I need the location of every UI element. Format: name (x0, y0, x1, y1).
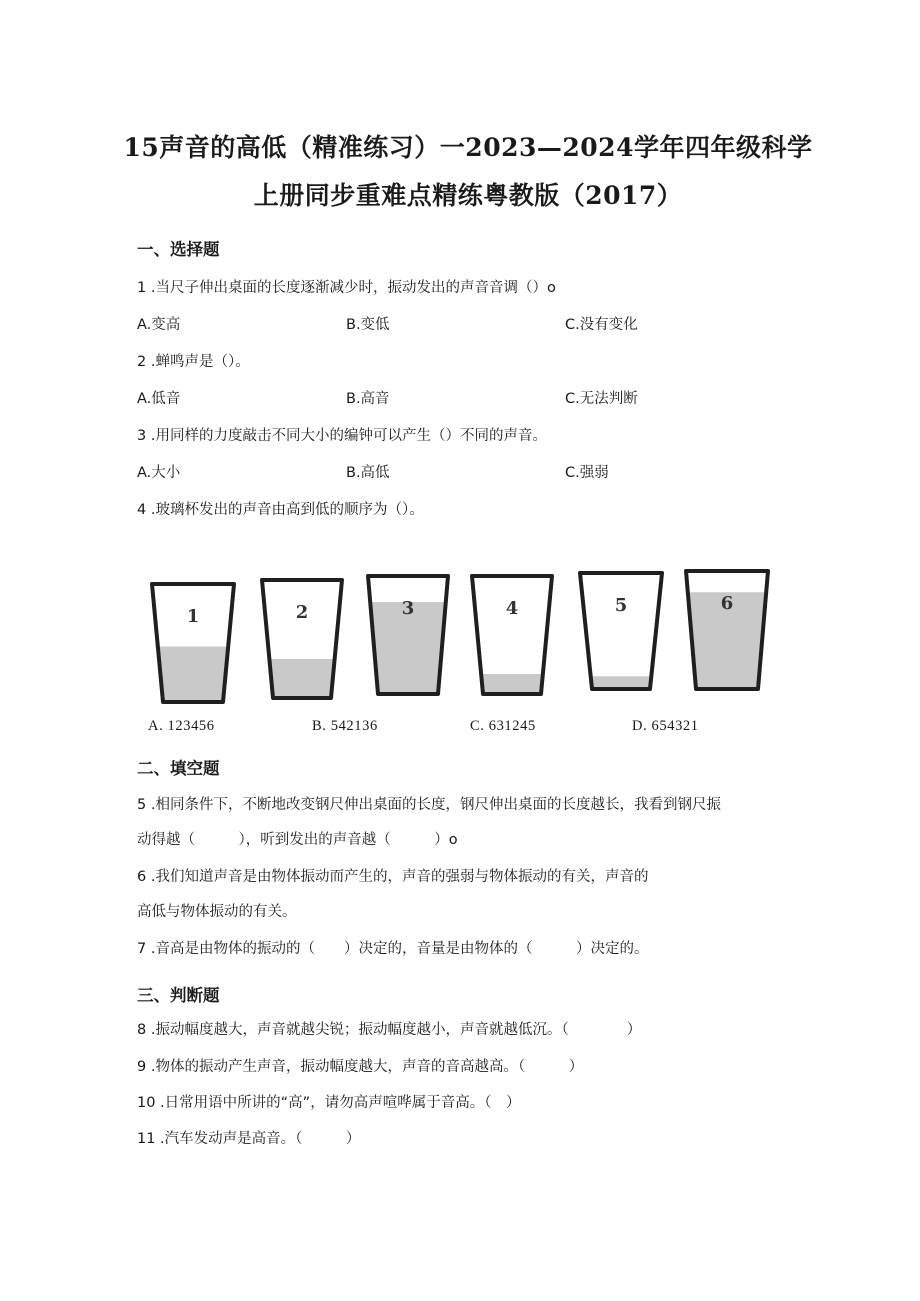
question-11: 11 .汽车发动声是高音。（ ） (137, 1131, 361, 1147)
cup-number-label-1: 1 (186, 606, 200, 627)
document-title-line-2: 上册同步重难点精练粤教版（2017） (253, 181, 683, 210)
q3-option-b: B.高低 (346, 465, 390, 481)
q4-option-d: D. 654321 (632, 718, 699, 734)
question-7: 7 .音高是由物体的振动的（ ）决定的，音量是由物体的（ ）决定的。 (137, 941, 649, 957)
section-heading-fill-blank: 二、填空题 (137, 759, 220, 778)
q4-option-b: B. 542136 (312, 718, 378, 734)
q3-option-c: C.强弱 (565, 465, 609, 481)
cup-number-label-6: 6 (720, 593, 734, 614)
question-6-line-1: 6 .我们知道声音是由物体振动而产生的，声音的强弱与物体振动的有关，声音的 (137, 869, 649, 885)
water-level-1 (158, 647, 228, 702)
cup-number-label-5: 5 (614, 595, 628, 616)
q1-option-b: B.变低 (346, 317, 390, 333)
question-1: 1 .当尺子伸出桌面的长度逐渐减少时，振动发出的声音音调（）o (137, 280, 556, 296)
document-title-line-1: 15声音的高低（精准练习）一2023—2024学年四年级科学 (123, 133, 813, 162)
q4-option-a: A. 123456 (148, 718, 215, 734)
question-5-line-1: 5 .相同条件下，不断地改变钢尺伸出桌面的长度，钢尺伸出桌面的长度越长，我看到钢尺振 (137, 797, 721, 813)
q4-option-c: C. 631245 (470, 718, 536, 734)
glass-cup-2 (262, 580, 342, 698)
q2-option-c: C.无法判断 (565, 391, 638, 407)
question-5-line-2: 动得越（ ），听到发出的声音越（ ）o (137, 832, 458, 848)
water-level-4 (481, 674, 543, 694)
question-9: 9 .物体的振动产生声音，振动幅度越大，声音的音高越高。（ ） (137, 1059, 584, 1075)
q2-option-a: A.低音 (137, 391, 181, 407)
cup-number-label-3: 3 (401, 598, 415, 619)
q1-option-c: C.没有变化 (565, 317, 638, 333)
glass-cup-5 (580, 573, 662, 689)
cup-number-label-2: 2 (295, 602, 309, 623)
cup-number-label-4: 4 (505, 598, 519, 619)
question-8: 8 .振动幅度越大，声音就越尖锐；振动幅度越小，声音就越低沉。（ ） (137, 1022, 642, 1038)
q2-option-b: B.高音 (346, 391, 390, 407)
question-10: 10 .日常用语中所讲的“高”，请勿高声喧哗属于音高。（ ） (137, 1095, 521, 1111)
question-3: 3 .用同样的力度敲击不同大小的编钟可以产生（）不同的声音。 (137, 428, 547, 444)
q1-option-a: A.变高 (137, 317, 181, 333)
question-2: 2 .蝉鸣声是（）。 (137, 354, 250, 370)
water-level-2 (269, 659, 334, 698)
section-heading-choice: 一、选择题 (137, 240, 220, 259)
section-heading-true-false: 三、判断题 (137, 986, 220, 1005)
glass-cup-6 (686, 571, 768, 689)
glass-cup-1 (152, 584, 234, 702)
question-4: 4 .玻璃杯发出的声音由高到低的顺序为（）。 (137, 502, 424, 518)
glass-cup-3 (368, 576, 448, 694)
cup-outline-5 (580, 573, 662, 689)
q3-option-a: A.大小 (137, 465, 181, 481)
glass-cup-4 (472, 576, 552, 694)
question-6-line-2: 高低与物体振动的有关。 (137, 904, 297, 920)
